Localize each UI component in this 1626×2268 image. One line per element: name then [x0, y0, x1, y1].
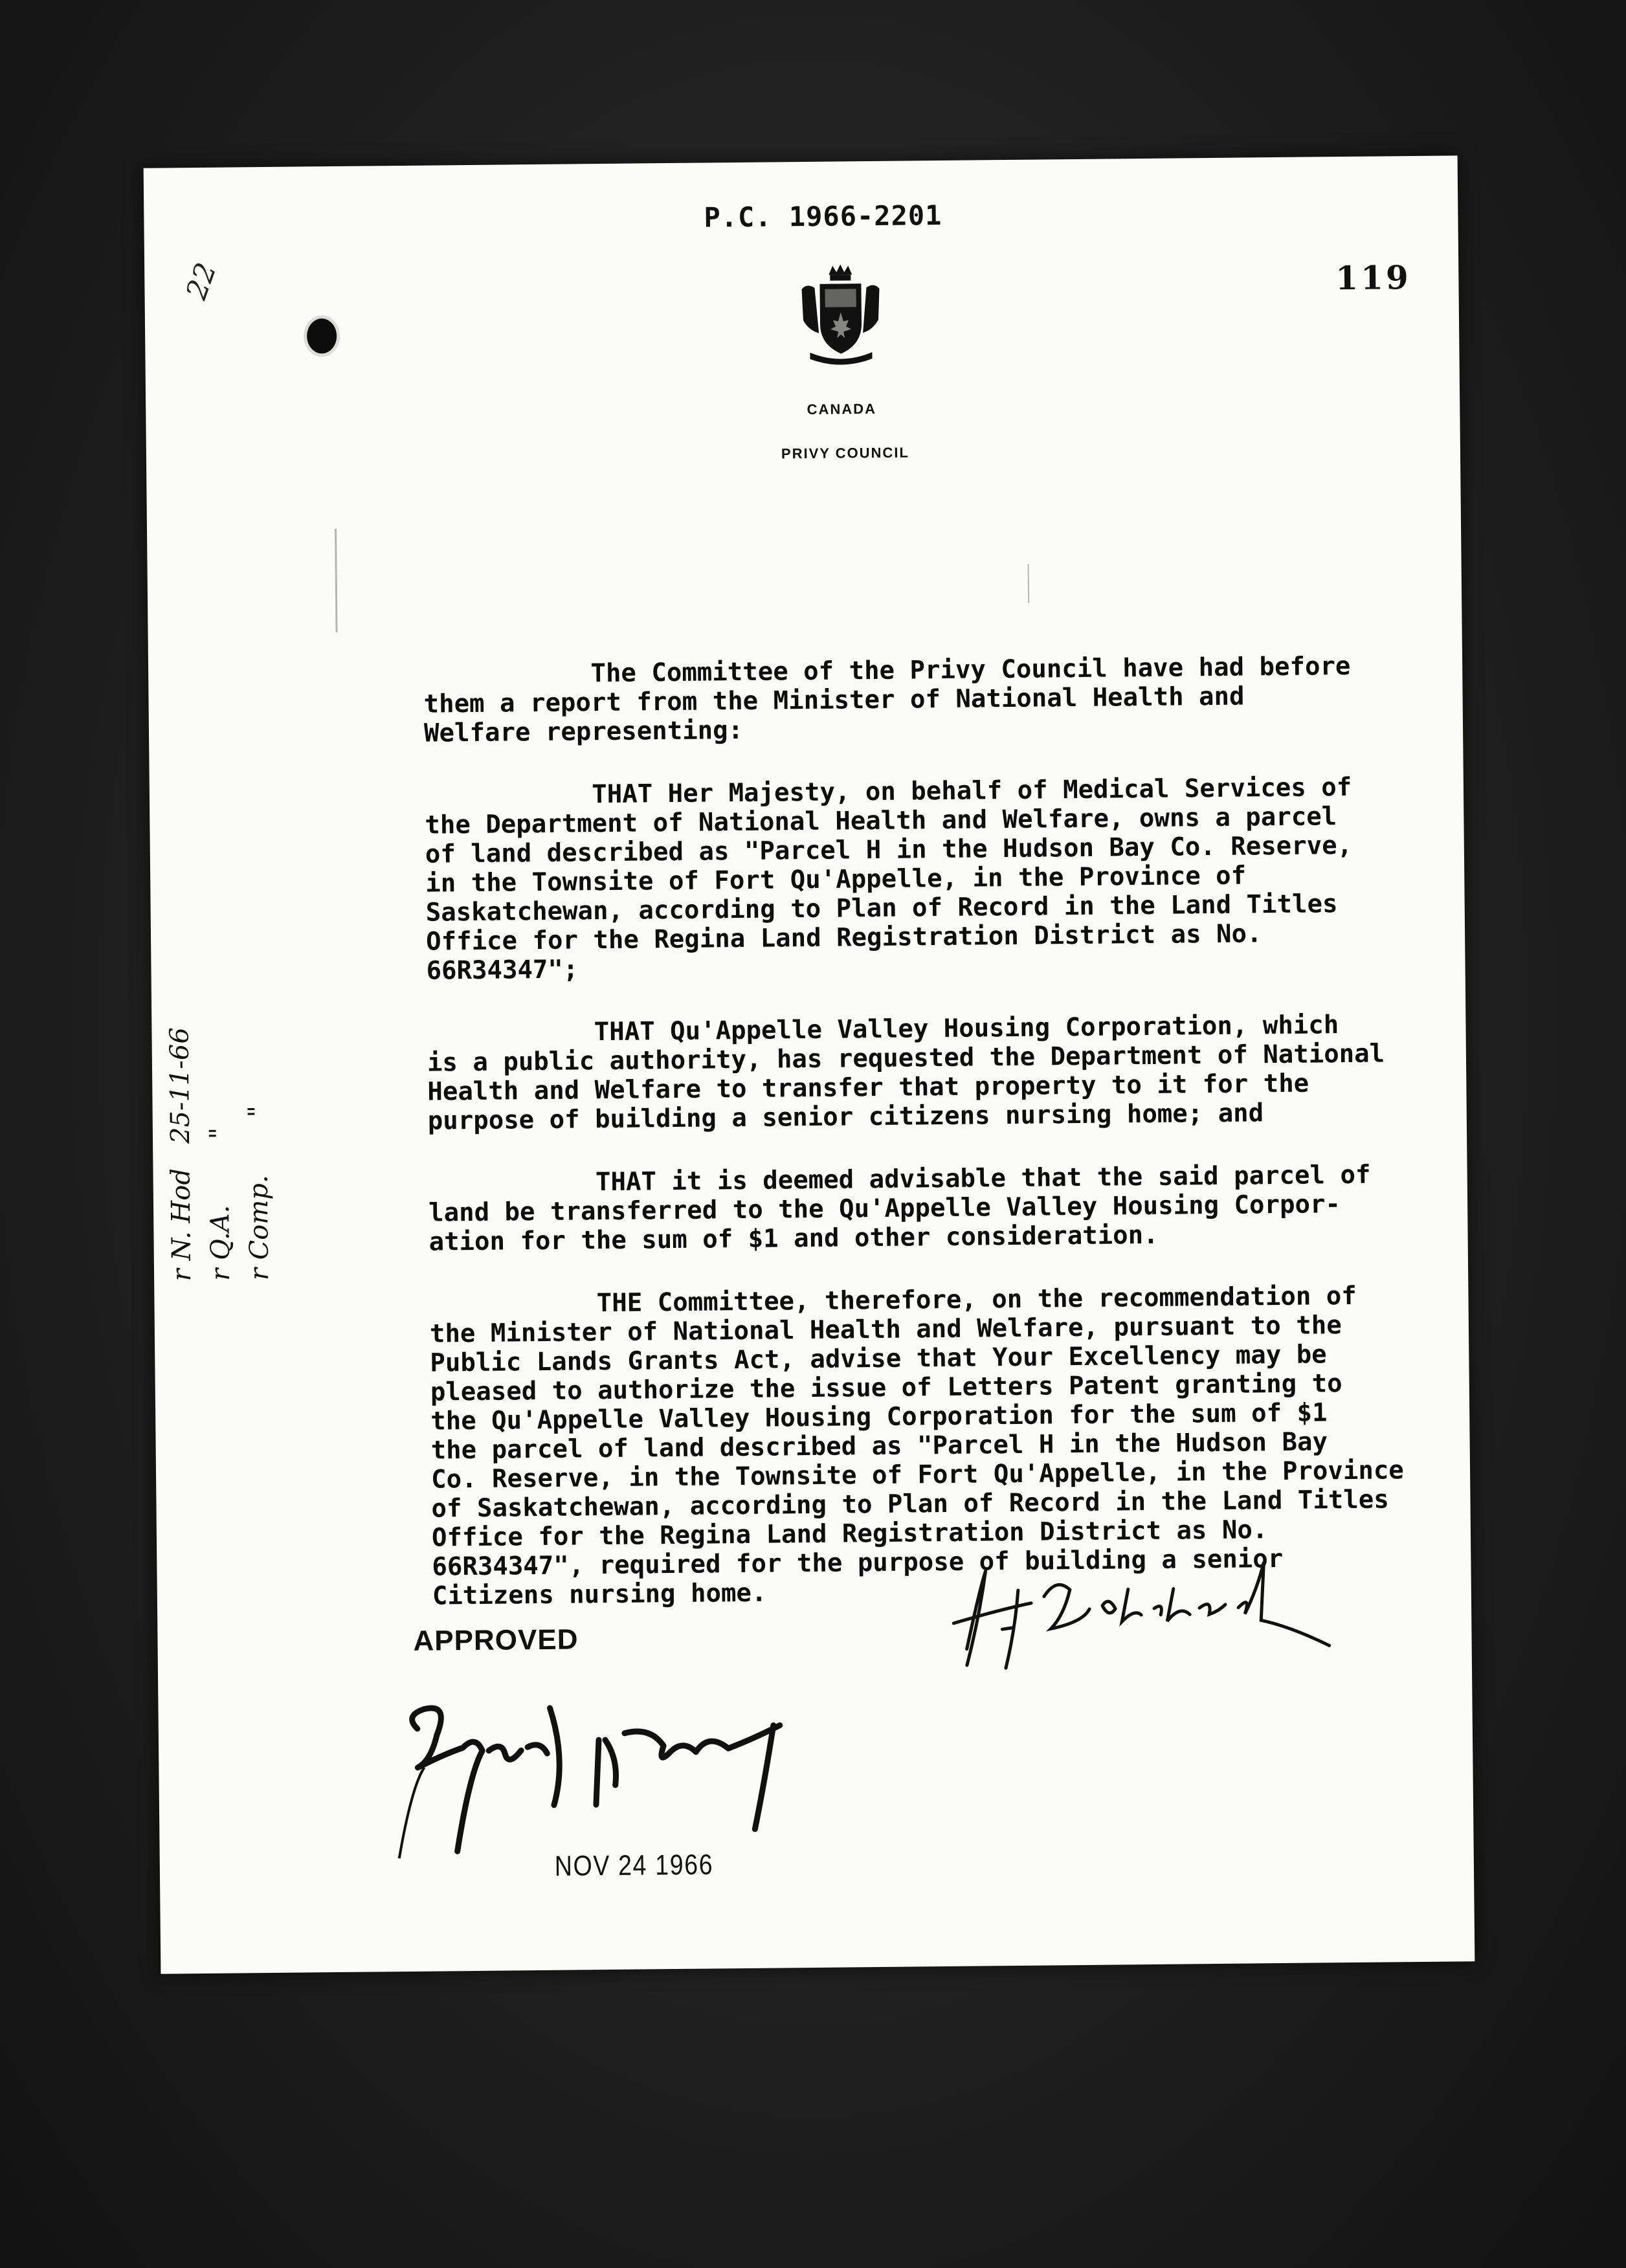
paragraph-intro: The Committee of the Privy Council have had before them a report from the Minister of National Health and Welfare representing:: [423, 651, 1351, 748]
signature-governor-general: [391, 1686, 846, 1865]
document-page: [144, 155, 1475, 1973]
paragraph-parcel: THAT Her Majesty, on behalf of Medical Services of the Department of National Health and Welfare, owns a parcel of land described as "Parcel H in the Hudson Bay Co. Reserve, in the Townsite of Fort Qu'Appelle, in the Province of Saskatchewan, according to Plan of Record in the Land Titles Office for the Regina Land Registration District as No. 66R34347";: [424, 772, 1353, 986]
canada-coat-of-arms-icon: [795, 261, 887, 369]
hole-punch-icon: [307, 318, 337, 353]
signature-minister: [940, 1548, 1342, 1682]
page-number: 119: [1335, 258, 1412, 298]
date-stamp: NOV 24 1966: [554, 1849, 714, 1882]
pencil-mark: [335, 529, 338, 632]
approved-label: APPROVED: [413, 1623, 579, 1657]
paragraph-recommendation: THE Committee, therefore, on the recommendation of the Minister of National Health and Welfare, pursuant to the Public Lands Grants Act, advise that Your Excellency may be pleased to authorize the issue of Letters Patent granting to the Qu'Appelle Valley Housing Corporation for the sum of $1 the parcel of land described as "Parcel H in the Hudson Bay Co. Reserve, in the Townsite of Fort Qu'Appelle, in the Province of Saskatchewan, according to Plan of Record in the Land Titles Office for the Regina Land Registration District as No. 66R34347", required for the purpose of building a senior Citizens nursing home.: [429, 1281, 1404, 1611]
margin-note-line: r Comp. ": [243, 1105, 275, 1281]
paragraph-advisable: THAT it is deemed advisable that the said parcel of land be transferred to the Qu'Appelle Valley Housing Corpor- ation for the sum of $1 and other consideration.: [428, 1160, 1371, 1257]
margin-note-line: r N. Hod 25-11-66: [164, 1027, 197, 1282]
header-office: PRIVY COUNCIL: [781, 444, 910, 462]
order-number: P.C. 1966-2201: [704, 199, 942, 234]
margin-note-line: r Q.A. ": [204, 1127, 236, 1281]
paragraph-request: THAT Qu'Appelle Valley Housing Corporation, which is a public authority, has requested the Department of National Health and Welfare to transfer that property to it for the purpose of building a senior citizens nursing home; and: [427, 1010, 1385, 1136]
margin-annotation: [163, 892, 275, 1282]
header-country: CANADA: [807, 400, 877, 417]
pencil-mark: [1028, 564, 1030, 603]
corner-annotation: 22: [179, 258, 223, 304]
body-text: [423, 651, 1456, 1645]
